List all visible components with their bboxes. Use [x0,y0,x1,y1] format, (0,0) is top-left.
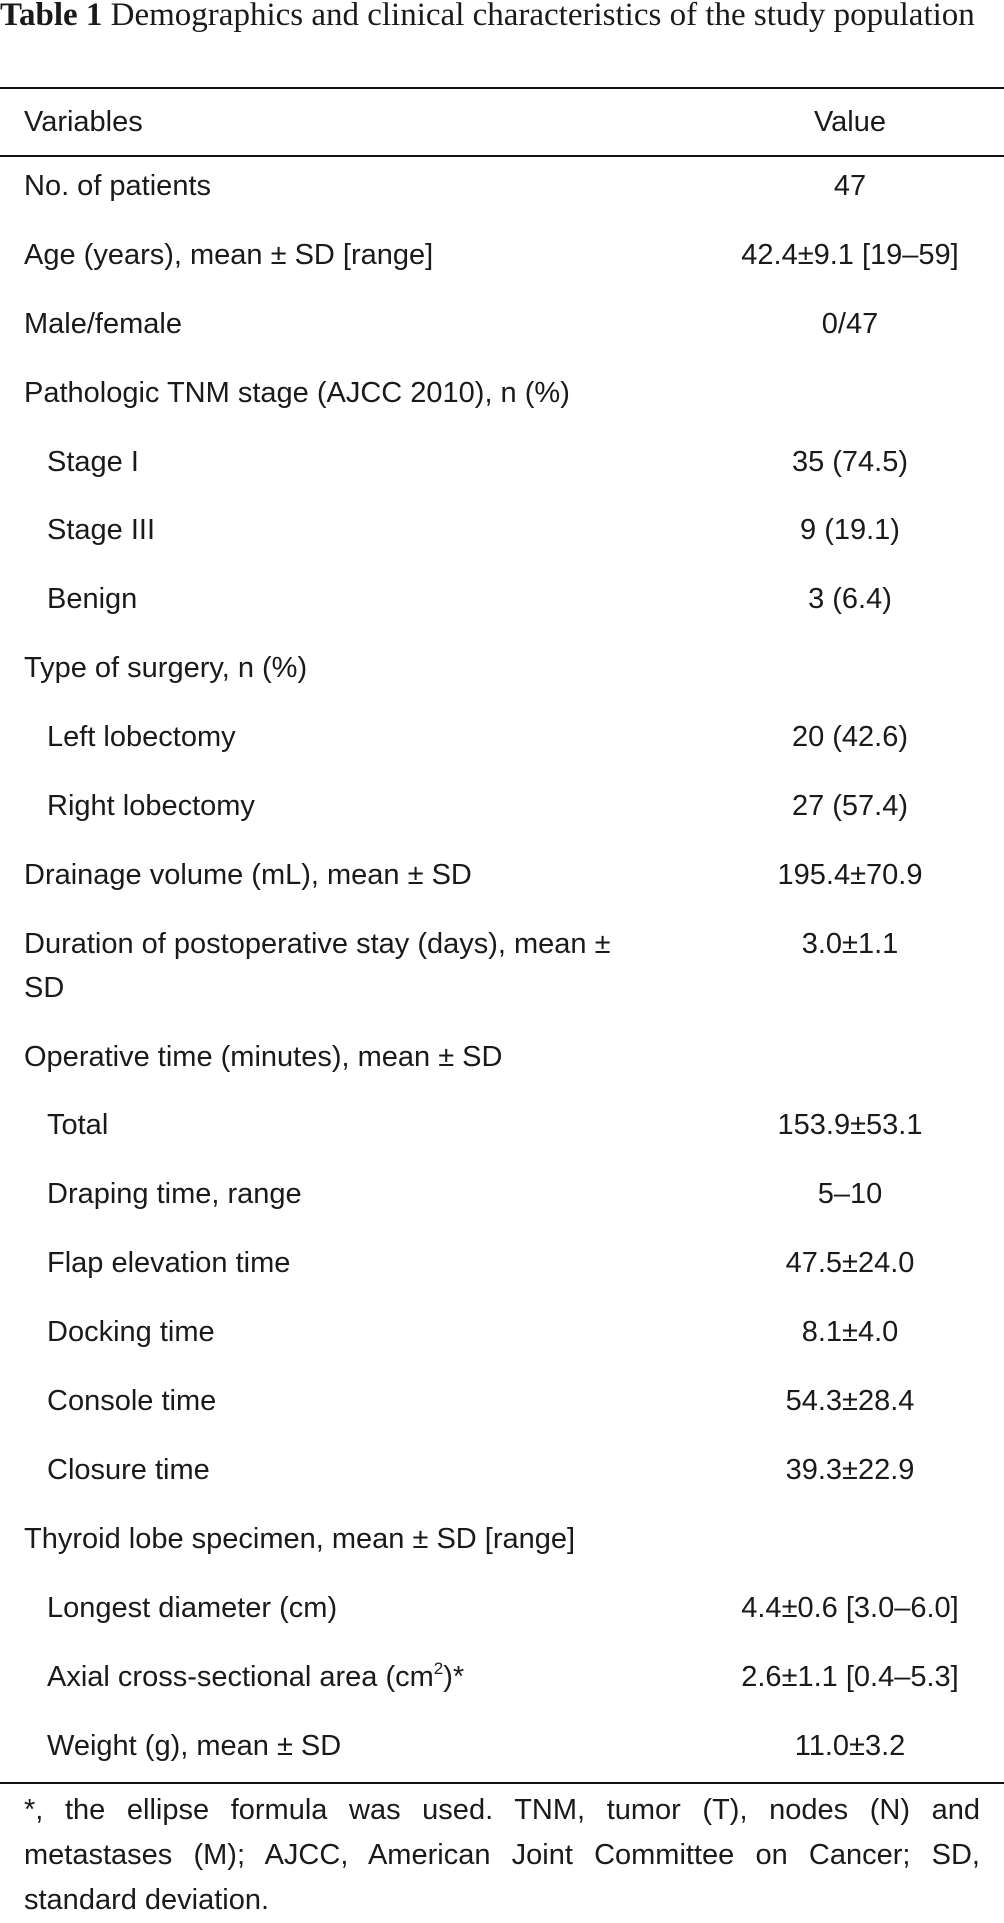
top-rule [0,87,1004,89]
row-value: 4.4±0.6 [3.0–6.0] [741,1591,959,1624]
table-row [0,1241,1004,1310]
row-label-text: Stage I [47,445,139,478]
row-label-text: Male/female [24,307,182,340]
table-row [0,233,1004,302]
table-row [0,508,1004,577]
row-value: 153.9±53.1 [777,1109,923,1142]
row-value: 9 (19.1) [800,514,900,547]
row-label-text: Console time [47,1385,217,1418]
row-label-text: Pathologic TNM stage (AJCC 2010), n (%) [24,376,570,409]
row-value: 8.1±4.0 [801,1316,899,1349]
header-value: Value [813,106,887,138]
row-label-text: Duration of postoperative stay (days), mean ± SD [24,927,611,1004]
row-label [47,508,667,552]
table-row [0,1310,1004,1379]
row-value: 27 (57.4) [791,790,909,823]
table-caption-label: Table 1 [0,0,103,33]
row-label [47,1172,667,1216]
table-row [0,1379,1004,1448]
table-row [0,1172,1004,1241]
table-row [0,853,1004,922]
row-label-text: Type of surgery, n (%) [24,652,308,685]
row-label [24,233,644,277]
table-row [0,646,1004,715]
row-label [47,715,667,759]
row-value: 0/47 [821,307,879,340]
row-value: 3 (6.4) [808,583,892,616]
row-label [24,646,644,690]
row-value: 42.4±9.1 [19–59] [741,238,959,271]
row-label [24,853,644,897]
row-label-text: Operative time (minutes), mean ± SD [24,1040,503,1073]
row-label [47,1724,667,1768]
row-value: 47.5±24.0 [785,1247,915,1280]
row-label [24,302,644,346]
row-value: 54.3±28.4 [785,1385,915,1418]
row-label [47,1586,667,1630]
row-value: 20 (42.6) [791,721,909,754]
row-label-superscript: 2 [433,1658,444,1678]
row-value: 195.4±70.9 [777,858,923,891]
row-label [47,1448,667,1492]
table-row [0,1517,1004,1586]
row-label [24,164,644,208]
row-label-text: Right lobectomy [47,790,255,823]
row-label [47,440,667,484]
header-variables: Variables [24,106,143,138]
table-row [0,371,1004,440]
row-label-text: Weight (g), mean ± SD [47,1729,342,1762]
table-row [0,715,1004,784]
row-label-text: Total [47,1109,109,1142]
table-row [0,1655,1004,1724]
row-label [24,1035,644,1079]
row-label-text: Left lobectomy [47,721,236,754]
row-label [47,1241,667,1285]
row-label [47,1379,667,1423]
row-label-text: Thyroid lobe specimen, mean ± SD [range] [24,1522,576,1555]
row-label-text: Benign [47,583,138,616]
row-value: 2.6±1.1 [0.4–5.3] [741,1660,959,1693]
row-label-text: Draping time, range [47,1178,302,1211]
row-label-text: Docking time [47,1316,215,1349]
row-value: 5–10 [817,1178,883,1211]
row-label-text: Closure time [47,1453,210,1486]
table-row [0,922,1004,1035]
row-value: 11.0±3.2 [794,1729,906,1762]
table-row [0,1586,1004,1655]
row-label-text: Flap elevation time [47,1247,291,1280]
header-rule [0,155,1004,157]
row-label-text: Drainage volume (mL), mean ± SD [24,858,472,891]
row-value: 39.3±22.9 [785,1453,915,1486]
row-label-text: Stage III [47,514,156,547]
table-body [0,164,1004,1792]
table-footnote: *, the ellipse formula was used. TNM, tumor (T), nodes (N) and metastases (M); AJCC, American Joint Committee on Cancer; SD, standard deviation. [24,1794,980,1916]
table-row [0,784,1004,853]
row-label-text: Axial cross-sectional area (cm [47,1660,434,1693]
table-row [0,440,1004,509]
table-caption [0,0,980,37]
row-value: 47 [833,170,867,202]
row-value: 3.0±1.1 [801,927,899,960]
table-caption-text: Demographics and clinical characteristics of the study population [110,0,975,33]
row-label [47,577,667,621]
row-value: 35 (74.5) [791,445,909,478]
bottom-rule [0,1782,1004,1784]
row-label [47,1103,667,1147]
table-row [0,302,1004,371]
row-label [24,1517,644,1561]
row-label [24,922,644,1010]
row-label-suffix: )* [443,1660,465,1693]
table-row [0,1035,1004,1104]
row-label-text: Age (years), mean ± SD [range] [24,238,434,271]
row-label [47,784,667,828]
table-row [0,164,1004,233]
row-label [47,1310,667,1354]
row-label-text: No. of patients [24,170,211,202]
table-row [0,1103,1004,1172]
table-row [0,577,1004,646]
row-label [47,1655,667,1699]
row-label-text: Longest diameter (cm) [47,1591,338,1624]
table-row [0,1448,1004,1517]
row-label [24,371,644,415]
